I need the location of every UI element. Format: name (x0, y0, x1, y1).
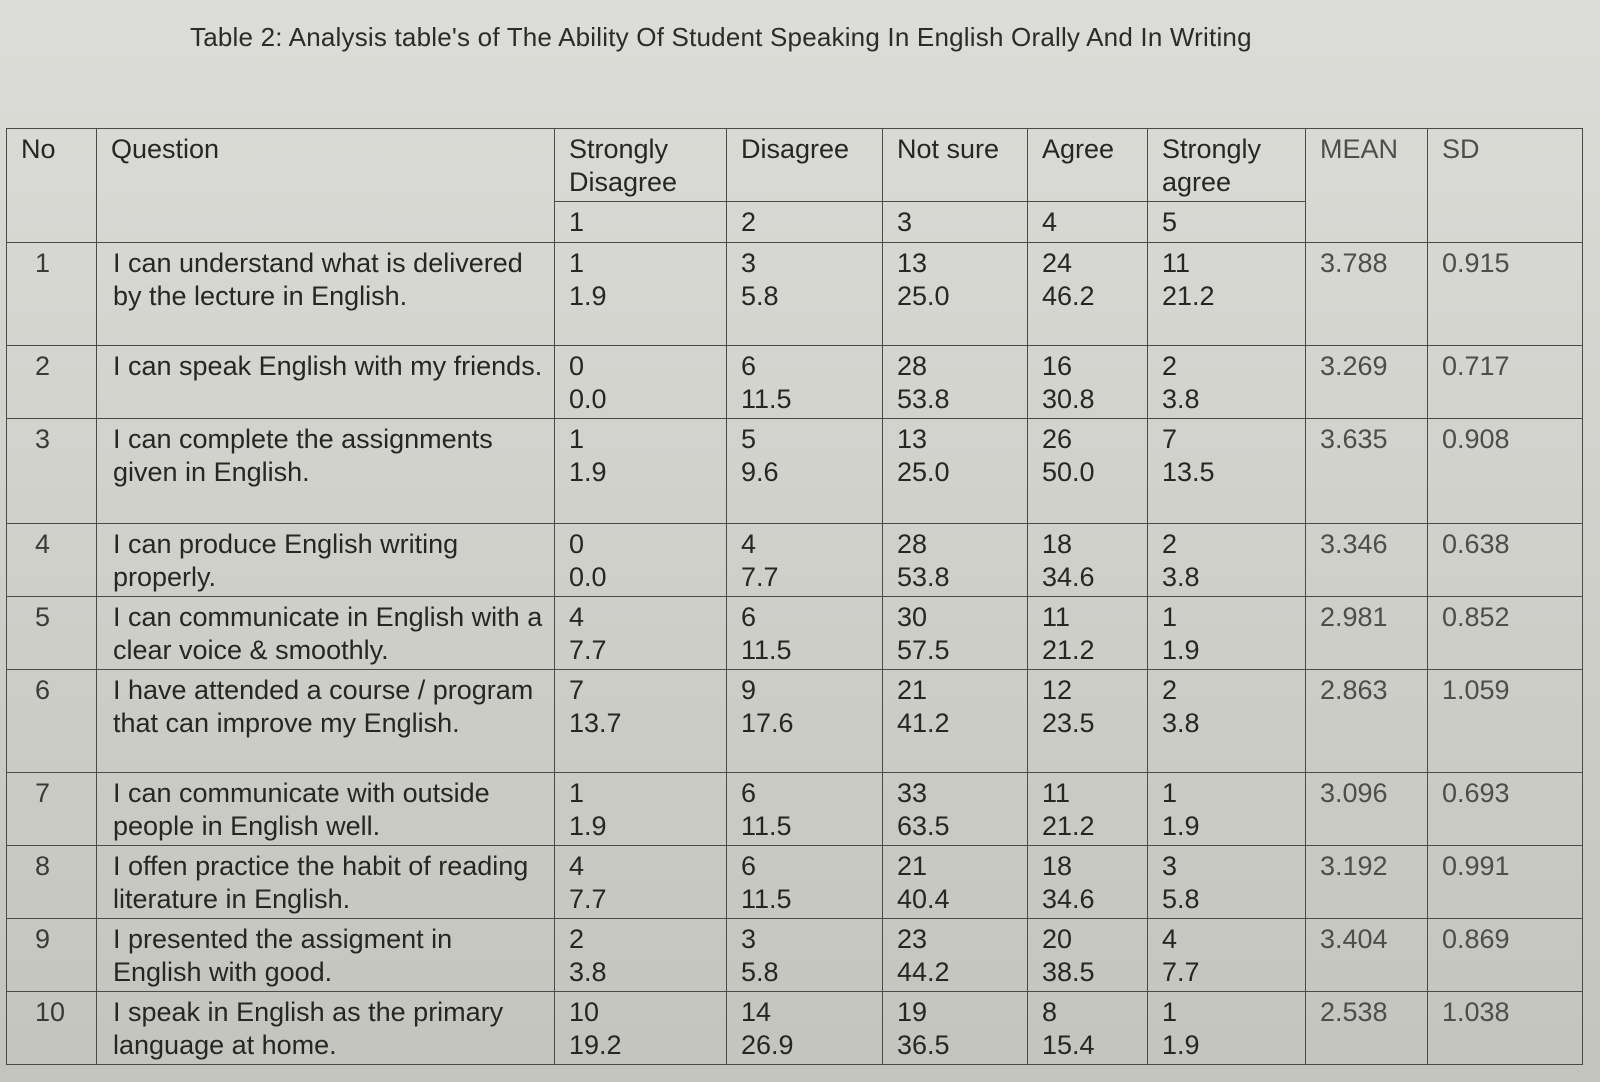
response-cell (727, 243, 883, 346)
response-cell (555, 419, 727, 524)
row-number: 7 (7, 773, 97, 846)
response-count: 11 (1042, 778, 1071, 808)
response-count: 4 (741, 529, 757, 559)
question-text: I can complete the assignments given in English. (97, 419, 555, 524)
row-number: 4 (7, 524, 97, 597)
header-row (7, 129, 1583, 202)
response-cell (555, 524, 727, 597)
response-percent: 46.2 (1042, 281, 1095, 311)
response-count: 2 (569, 924, 585, 954)
response-percent: 3.8 (1162, 384, 1200, 414)
response-cell (727, 919, 883, 992)
response-percent: 1.9 (1162, 811, 1200, 841)
response-percent: 7.7 (1162, 957, 1200, 987)
header-strongly-agree: Strongly agree (1148, 129, 1306, 202)
row-number: 8 (7, 846, 97, 919)
response-percent: 25.0 (897, 281, 950, 311)
response-count: 1 (1162, 778, 1178, 808)
header-scale-num: 2 (727, 202, 883, 243)
mean-value: 2.863 (1306, 670, 1428, 773)
response-count: 9 (741, 675, 757, 705)
question-text: I can produce English writing properly. (97, 524, 555, 597)
mean-value: 3.096 (1306, 773, 1428, 846)
response-count: 12 (1042, 675, 1073, 705)
response-count: 1 (1162, 602, 1178, 632)
response-percent: 23.5 (1042, 708, 1095, 738)
response-percent: 0.0 (569, 562, 607, 592)
response-cell (555, 992, 727, 1065)
response-percent: 36.5 (897, 1030, 950, 1060)
header-scale-num: 1 (555, 202, 727, 243)
response-cell (555, 919, 727, 992)
response-count: 4 (1162, 924, 1178, 954)
sd-value: 0.638 (1428, 524, 1583, 597)
response-cell (727, 597, 883, 670)
table-row (7, 846, 1583, 919)
response-count: 20 (1042, 924, 1073, 954)
response-cell (1148, 992, 1306, 1065)
response-percent: 30.8 (1042, 384, 1095, 414)
response-cell (1148, 243, 1306, 346)
sd-value: 0.852 (1428, 597, 1583, 670)
response-count: 24 (1042, 248, 1073, 278)
response-percent: 53.8 (897, 562, 950, 592)
response-count: 21 (897, 851, 928, 881)
response-count: 23 (897, 924, 928, 954)
header-sd: SD (1428, 129, 1583, 243)
response-count: 26 (1042, 424, 1073, 454)
response-cell (727, 992, 883, 1065)
response-percent: 11.5 (741, 811, 792, 841)
response-cell (883, 346, 1028, 419)
response-percent: 9.6 (741, 457, 779, 487)
response-cell (883, 419, 1028, 524)
response-count: 8 (1042, 997, 1058, 1027)
response-cell (883, 597, 1028, 670)
response-count: 18 (1042, 529, 1073, 559)
response-percent: 41.2 (897, 708, 950, 738)
response-percent: 63.5 (897, 811, 950, 841)
response-cell (727, 670, 883, 773)
response-count: 11 (1042, 602, 1071, 632)
mean-value: 2.538 (1306, 992, 1428, 1065)
response-count: 5 (741, 424, 757, 454)
response-cell (555, 670, 727, 773)
response-cell (727, 419, 883, 524)
table-row (7, 243, 1583, 346)
sd-value: 0.991 (1428, 846, 1583, 919)
response-count: 2 (1162, 529, 1178, 559)
response-count: 6 (741, 778, 757, 808)
response-cell (727, 524, 883, 597)
question-text: I have attended a course / program that can improve my English. (97, 670, 555, 773)
response-percent: 11.5 (741, 384, 792, 414)
header-agree: Agree (1028, 129, 1148, 202)
response-count: 6 (741, 351, 757, 381)
response-percent: 1.9 (569, 811, 607, 841)
response-cell (555, 846, 727, 919)
response-cell (1148, 597, 1306, 670)
sd-value: 0.908 (1428, 419, 1583, 524)
mean-value: 3.269 (1306, 346, 1428, 419)
table-row (7, 773, 1583, 846)
table-container (6, 128, 1582, 1065)
response-count: 0 (569, 351, 585, 381)
response-cell (555, 346, 727, 419)
question-text: I offen practice the habit of reading literature in English. (97, 846, 555, 919)
row-number: 9 (7, 919, 97, 992)
response-percent: 19.2 (569, 1030, 622, 1060)
mean-value: 3.404 (1306, 919, 1428, 992)
response-count: 6 (741, 602, 757, 632)
table-row (7, 346, 1583, 419)
response-percent: 3.8 (1162, 562, 1200, 592)
sd-value: 0.717 (1428, 346, 1583, 419)
question-text: I speak in English as the primary language at home. (97, 992, 555, 1065)
mean-value: 3.346 (1306, 524, 1428, 597)
response-count: 14 (741, 997, 772, 1027)
response-cell (1028, 992, 1148, 1065)
question-text: I can communicate in English with a clear voice & smoothly. (97, 597, 555, 670)
response-count: 33 (897, 778, 928, 808)
response-cell (1148, 346, 1306, 419)
response-percent: 53.8 (897, 384, 950, 414)
response-percent: 17.6 (741, 708, 794, 738)
analysis-table (6, 128, 1583, 1065)
response-cell (883, 992, 1028, 1065)
response-percent: 5.8 (741, 957, 779, 987)
response-count: 3 (741, 248, 757, 278)
table-body (7, 243, 1583, 1065)
table-row (7, 597, 1583, 670)
response-count: 10 (569, 997, 600, 1027)
response-percent: 1.9 (1162, 1030, 1200, 1060)
response-count: 2 (1162, 675, 1178, 705)
response-percent: 38.5 (1042, 957, 1095, 987)
mean-value: 2.981 (1306, 597, 1428, 670)
response-percent: 34.6 (1042, 562, 1095, 592)
response-percent: 5.8 (741, 281, 779, 311)
response-count: 6 (741, 851, 757, 881)
response-percent: 13.5 (1162, 457, 1215, 487)
table-row (7, 992, 1583, 1065)
response-percent: 3.8 (569, 957, 607, 987)
response-percent: 21.2 (1042, 811, 1095, 841)
response-percent: 11.5 (741, 884, 792, 914)
response-cell (1028, 243, 1148, 346)
response-count: 3 (741, 924, 757, 954)
table-row (7, 419, 1583, 524)
response-percent: 11.5 (741, 635, 792, 665)
response-count: 16 (1042, 351, 1073, 381)
response-percent: 7.7 (569, 635, 607, 665)
row-number: 6 (7, 670, 97, 773)
table-row (7, 524, 1583, 597)
response-count: 1 (569, 248, 585, 278)
response-percent: 7.7 (569, 884, 607, 914)
response-percent: 21.2 (1162, 281, 1215, 311)
response-percent: 25.0 (897, 457, 950, 487)
header-question: Question (97, 129, 555, 243)
header-strongly-disagree: Strongly Disagree (555, 129, 727, 202)
header-no: No (7, 129, 97, 243)
response-count: 21 (897, 675, 928, 705)
response-percent: 13.7 (569, 708, 622, 738)
response-count: 28 (897, 351, 928, 381)
response-cell (555, 597, 727, 670)
sd-value: 0.869 (1428, 919, 1583, 992)
table-caption: Table 2: Analysis table's of The Ability Of Student Speaking In English Orally And In Writing (190, 22, 1252, 52)
response-cell (555, 243, 727, 346)
row-number: 2 (7, 346, 97, 419)
response-percent: 26.9 (741, 1030, 794, 1060)
response-count: 4 (569, 851, 585, 881)
table-row (7, 670, 1583, 773)
response-percent: 1.9 (569, 281, 607, 311)
response-cell (1028, 419, 1148, 524)
question-text: I can understand what is delivered by the lecture in English. (97, 243, 555, 346)
response-cell (1148, 419, 1306, 524)
response-cell (1148, 773, 1306, 846)
response-count: 30 (897, 602, 928, 632)
response-count: 3 (1162, 851, 1178, 881)
sd-value: 1.059 (1428, 670, 1583, 773)
response-cell (555, 773, 727, 846)
header-scale-num: 5 (1148, 202, 1306, 243)
response-cell (883, 773, 1028, 846)
response-count: 19 (897, 997, 928, 1027)
response-count: 13 (897, 424, 928, 454)
response-cell (1028, 524, 1148, 597)
response-cell (1148, 919, 1306, 992)
response-count: 1 (569, 424, 585, 454)
sd-value: 1.038 (1428, 992, 1583, 1065)
response-count: 1 (569, 778, 585, 808)
response-cell (1148, 524, 1306, 597)
response-count: 7 (569, 675, 585, 705)
header-not-sure: Not sure (883, 129, 1028, 202)
response-cell (883, 670, 1028, 773)
question-text: I can communicate with outside people in English well. (97, 773, 555, 846)
row-number: 10 (7, 992, 97, 1065)
response-cell (1148, 846, 1306, 919)
response-percent: 1.9 (569, 457, 607, 487)
response-percent: 34.6 (1042, 884, 1095, 914)
response-percent: 5.8 (1162, 884, 1200, 914)
response-count: 0 (569, 529, 585, 559)
response-cell (727, 773, 883, 846)
response-cell (1028, 846, 1148, 919)
sd-value: 0.915 (1428, 243, 1583, 346)
header-scale-num: 3 (883, 202, 1028, 243)
response-count: 11 (1162, 248, 1191, 278)
mean-value: 3.635 (1306, 419, 1428, 524)
response-count: 7 (1162, 424, 1178, 454)
response-percent: 15.4 (1042, 1030, 1095, 1060)
header-scale-num: 4 (1028, 202, 1148, 243)
mean-value: 3.192 (1306, 846, 1428, 919)
response-cell (883, 919, 1028, 992)
response-cell (727, 346, 883, 419)
response-cell (883, 846, 1028, 919)
table-row (7, 919, 1583, 992)
response-cell (1148, 670, 1306, 773)
response-cell (727, 846, 883, 919)
row-number: 5 (7, 597, 97, 670)
response-percent: 40.4 (897, 884, 950, 914)
response-cell (1028, 597, 1148, 670)
response-cell (883, 524, 1028, 597)
response-percent: 21.2 (1042, 635, 1095, 665)
response-percent: 44.2 (897, 957, 950, 987)
response-percent: 0.0 (569, 384, 607, 414)
response-count: 13 (897, 248, 928, 278)
response-count: 18 (1042, 851, 1073, 881)
mean-value: 3.788 (1306, 243, 1428, 346)
row-number: 1 (7, 243, 97, 346)
response-count: 28 (897, 529, 928, 559)
question-text: I presented the assigment in English with good. (97, 919, 555, 992)
response-percent: 7.7 (741, 562, 779, 592)
response-cell (883, 243, 1028, 346)
row-number: 3 (7, 419, 97, 524)
response-count: 1 (1162, 997, 1178, 1027)
response-cell (1028, 773, 1148, 846)
response-percent: 3.8 (1162, 708, 1200, 738)
header-disagree: Disagree (727, 129, 883, 202)
response-cell (1028, 346, 1148, 419)
response-cell (1028, 670, 1148, 773)
response-percent: 50.0 (1042, 457, 1095, 487)
sd-value: 0.693 (1428, 773, 1583, 846)
response-count: 2 (1162, 351, 1178, 381)
response-percent: 57.5 (897, 635, 950, 665)
response-cell (1028, 919, 1148, 992)
header-mean: MEAN (1306, 129, 1428, 243)
question-text: I can speak English with my friends. (97, 346, 555, 419)
response-count: 4 (569, 602, 585, 632)
response-percent: 1.9 (1162, 635, 1200, 665)
